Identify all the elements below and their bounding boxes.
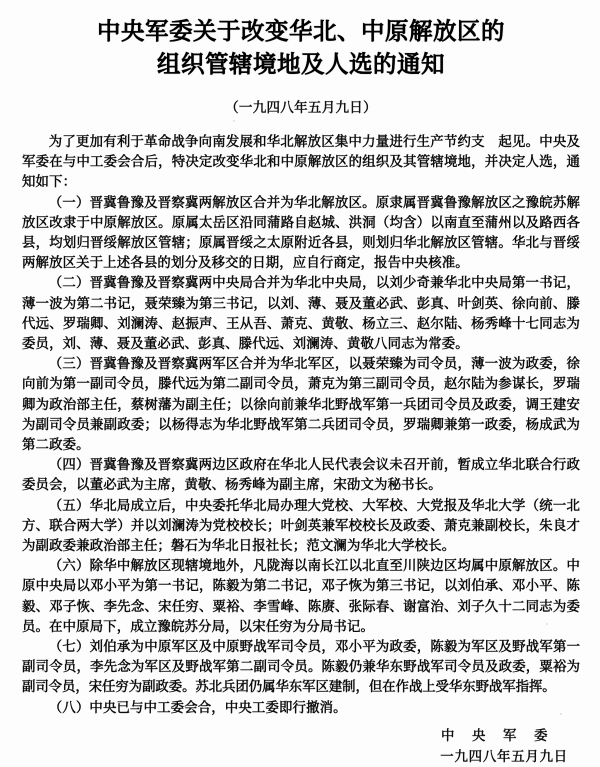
paragraph-item-5: （五）华北局成立后，中央委托华北局办理大党校、大军校、大党报及华北大学（统一北方、联合两大学）并以刘澜涛为党校校长；叶剑英兼军校校长及政委、萧克兼副校长，朱良才为副政委兼政治部主任；磐石为华北日报社长；范文澜为华北大学校长。 [22, 497, 580, 555]
page-title-line-2: 组织管辖境地及人选的通知 [157, 50, 445, 78]
page-title-line-1: 中央军委关于改变华北、中原解放区的 [97, 17, 505, 45]
scan-speckle [560, 713, 562, 715]
scan-speckle [233, 120, 235, 122]
paragraph-preamble: 为了更加有利于革命战争向南发展和华北解放区集中力量进行生产节约支 起见。中央及军委在与中工委会合后，特决定改变华北和中原解放区的组织及其管辖境地，并决定人选，通知如下： [22, 134, 580, 191]
paragraph-item-8: （八）中央已与中工委会合，中央工委即行撤消。 [48, 699, 347, 716]
signature-date: 一九四八年五月九日 [440, 748, 568, 765]
document-body [22, 132, 580, 718]
paragraph-item-6: （六）除华中解放区现辖境地外，凡陇海以南长江以北直至川陕边区均属中原解放区。中原中央局以邓小平为第一书记，陈毅为第二书记，邓子恢为第三书记，以刘伯承、邓小平、陈毅、邓子恢、李先念、宋任穷、粟裕、李雪峰、陈赓、张际春、谢富治、刘子久十二同志为委员。在中原局下，成立豫皖苏分局，以宋任穷为分局书记。 [22, 558, 580, 635]
document-date-subtitle: （一九四八年五月九日） [225, 100, 377, 116]
paragraph-item-3: （三）晋冀鲁豫及晋察冀两军区合并为华北军区，以聂荣臻为司令员，薄一波为政委，徐向前为第一副司令员，滕代远为第二副司令员，萧克为第三副司令员，赵尔陆为参谋长，罗瑞卿为政治部主任，蔡树藩为副主任；以徐向前兼华北野战军第一兵团司令员及政委，调王建安为副司令员兼副政委；以杨得志为华北野战军第二兵团司令员，罗瑞卿兼第一政委，杨成武为第二政委。 [22, 356, 580, 454]
signature-organization: 中 央 军 委 [440, 727, 554, 744]
paragraph-item-2: （二）晋冀鲁豫及晋察冀两中央局合并为华北中央局，以刘少奇兼华北中央局第一书记，薄一波为第二书记，聂荣臻为第三书记，以刘、薄、聂及董必武、彭真、叶剑英、徐向前、滕代远、罗瑞卿、刘澜涛、赵振声、王从吾、萧克、黄敬、杨立三、赵尔陆、杨秀峰十七同志为委员，刘、薄、聂及董必武、彭真、滕代远、刘澜涛、黄敬八同志为常委。 [22, 275, 580, 353]
page-title [22, 16, 580, 79]
signature-block [22, 726, 580, 767]
scan-speckle [546, 623, 548, 625]
paragraph-item-1: （一）晋冀鲁豫及晋察冀两解放区合并为华北解放区。原隶属晋冀鲁豫解放区之豫皖苏解放区改隶于中原解放区。原属太岳区沿同蒲路自赵城、洪洞（均含）以南直至蒲州以及路西各县，均划归晋绥解放区管辖；原属晋绥之太原附近各县，则划归华北解放区管辖。华北与晋绥两解放区关于上述各县的划分及移交的日期，应自行商定，报告中央核准。 [22, 194, 580, 272]
paragraph-item-4: （四）晋冀鲁豫及晋察冀两边区政府在华北人民代表会议未召开前，暂成立华北联合行政委员会，以董必武为主席，黄敬、杨秀峰为副主席，宋劭文为秘书长。 [22, 457, 580, 494]
paragraph-item-7: （七）刘伯承为中原军区及中原野战军司令员，邓小平为政委，陈毅为军区及野战军第一副司令员，李先念为军区及野战军第二副司令员。陈毅仍兼华东野战军司令员及政委，粟裕为副司令员，宋任穷为副政委。苏北兵团仍属华东军区建制，但在作战上受华东野战军指挥。 [22, 639, 580, 696]
